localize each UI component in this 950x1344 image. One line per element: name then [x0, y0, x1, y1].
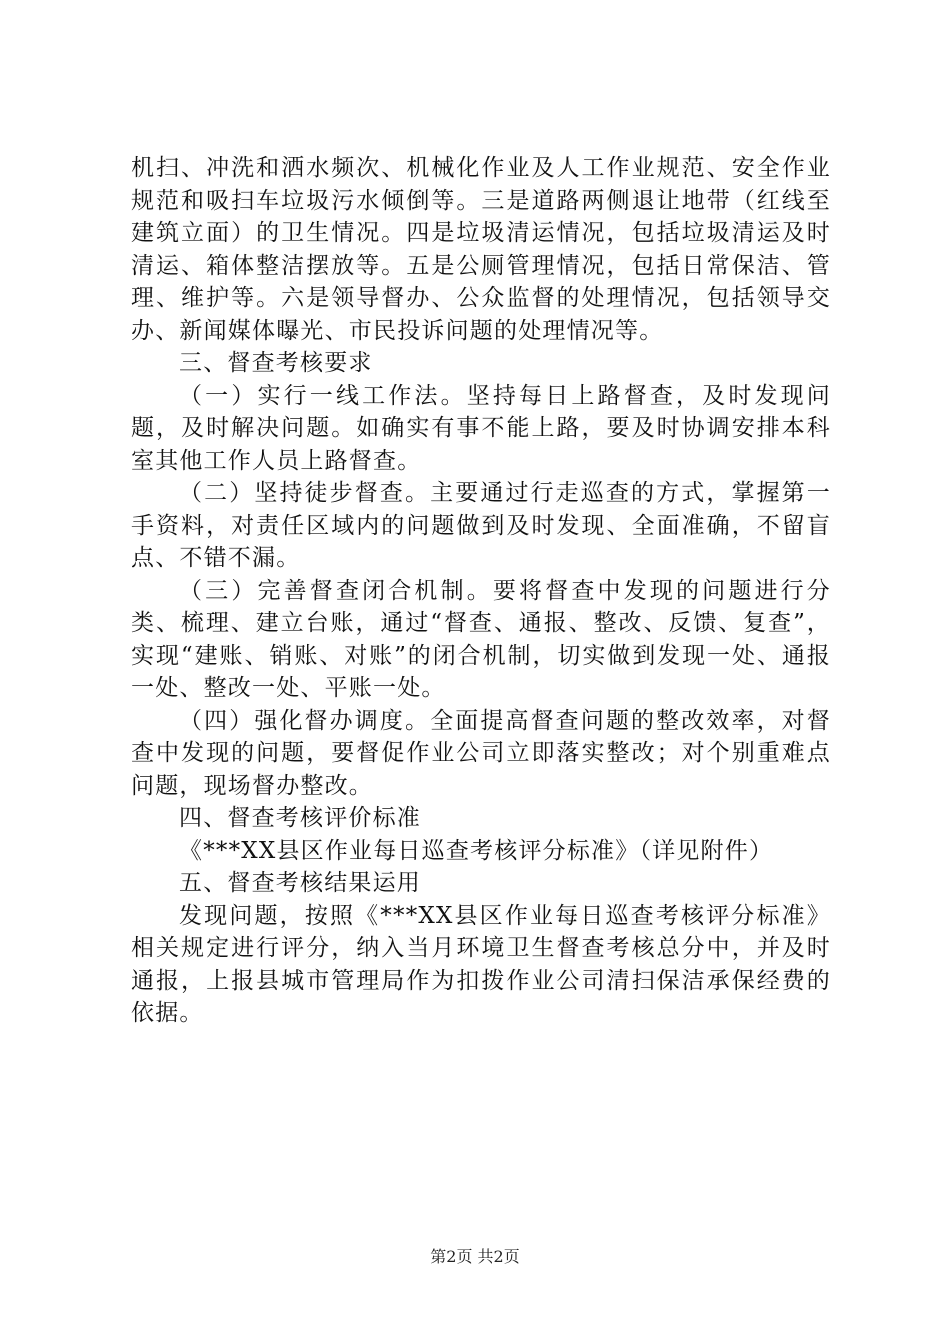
paragraph-results-usage: 发现问题，按照《***XX县区作业每日巡查考核评分标准》相关规定进行评分，纳入当月环境卫生督查考核总分中，并及时通报，上报县城市管理局作为扣拨作业公司清扫保洁承保经费的依据。	[131, 902, 831, 1026]
section-heading-results: 五、督查考核结果运用	[179, 870, 421, 896]
paragraph-requirement-4: （四）强化督办调度。全面提高督查问题的整改效率，对督查中发现的问题，要督促作业公司立即落实整改；对个别重难点问题，现场督办整改。	[131, 707, 831, 799]
paragraph-requirement-3: （三）完善督查闭合机制。要将督查中发现的问题进行分类、梳理、建立台账，通过“督查、通报、整改、反馈、复查”，实现“建账、销账、对账”的闭合机制，切实做到发现一处、通报一处、整改一处、平账一处。	[131, 577, 831, 701]
paragraph-requirement-1: （一）实行一线工作法。坚持每日上路督查，及时发现问题，及时解决问题。如确实有事不能上路，要及时协调安排本科室其他工作人员上路督查。	[131, 382, 831, 474]
paragraph-evaluation-standard: 《***XX县区作业每日巡查考核评分标准》（详见附件）	[179, 837, 774, 864]
document-body	[131, 152, 831, 1030]
page-footer	[0, 1247, 950, 1267]
page-number: 第2页 共2页	[430, 1247, 520, 1266]
paragraph-inspection-content: 机扫、冲洗和洒水频次、机械化作业及人工作业规范、安全作业规范和吸扫车垃圾污水倾倒等。三是道路两侧退让地带（红线至建筑立面）的卫生情况。四是垃圾清运情况，包括垃圾清运及时清运、箱体整洁摆放等。五是公厕管理情况，包括日常保洁、管理、维护等。六是领导督办、公众监督的处理情况，包括领导交办、新闻媒体曝光、市民投诉问题的处理情况等。	[131, 155, 831, 344]
section-heading-evaluation: 四、督查考核评价标准	[179, 805, 421, 831]
section-heading-requirements: 三、督查考核要求	[179, 350, 373, 376]
paragraph-requirement-2: （二）坚持徒步督查。主要通过行走巡查的方式，掌握第一手资料，对责任区域内的问题做到及时发现、全面准确，不留盲点、不错不漏。	[131, 480, 831, 571]
